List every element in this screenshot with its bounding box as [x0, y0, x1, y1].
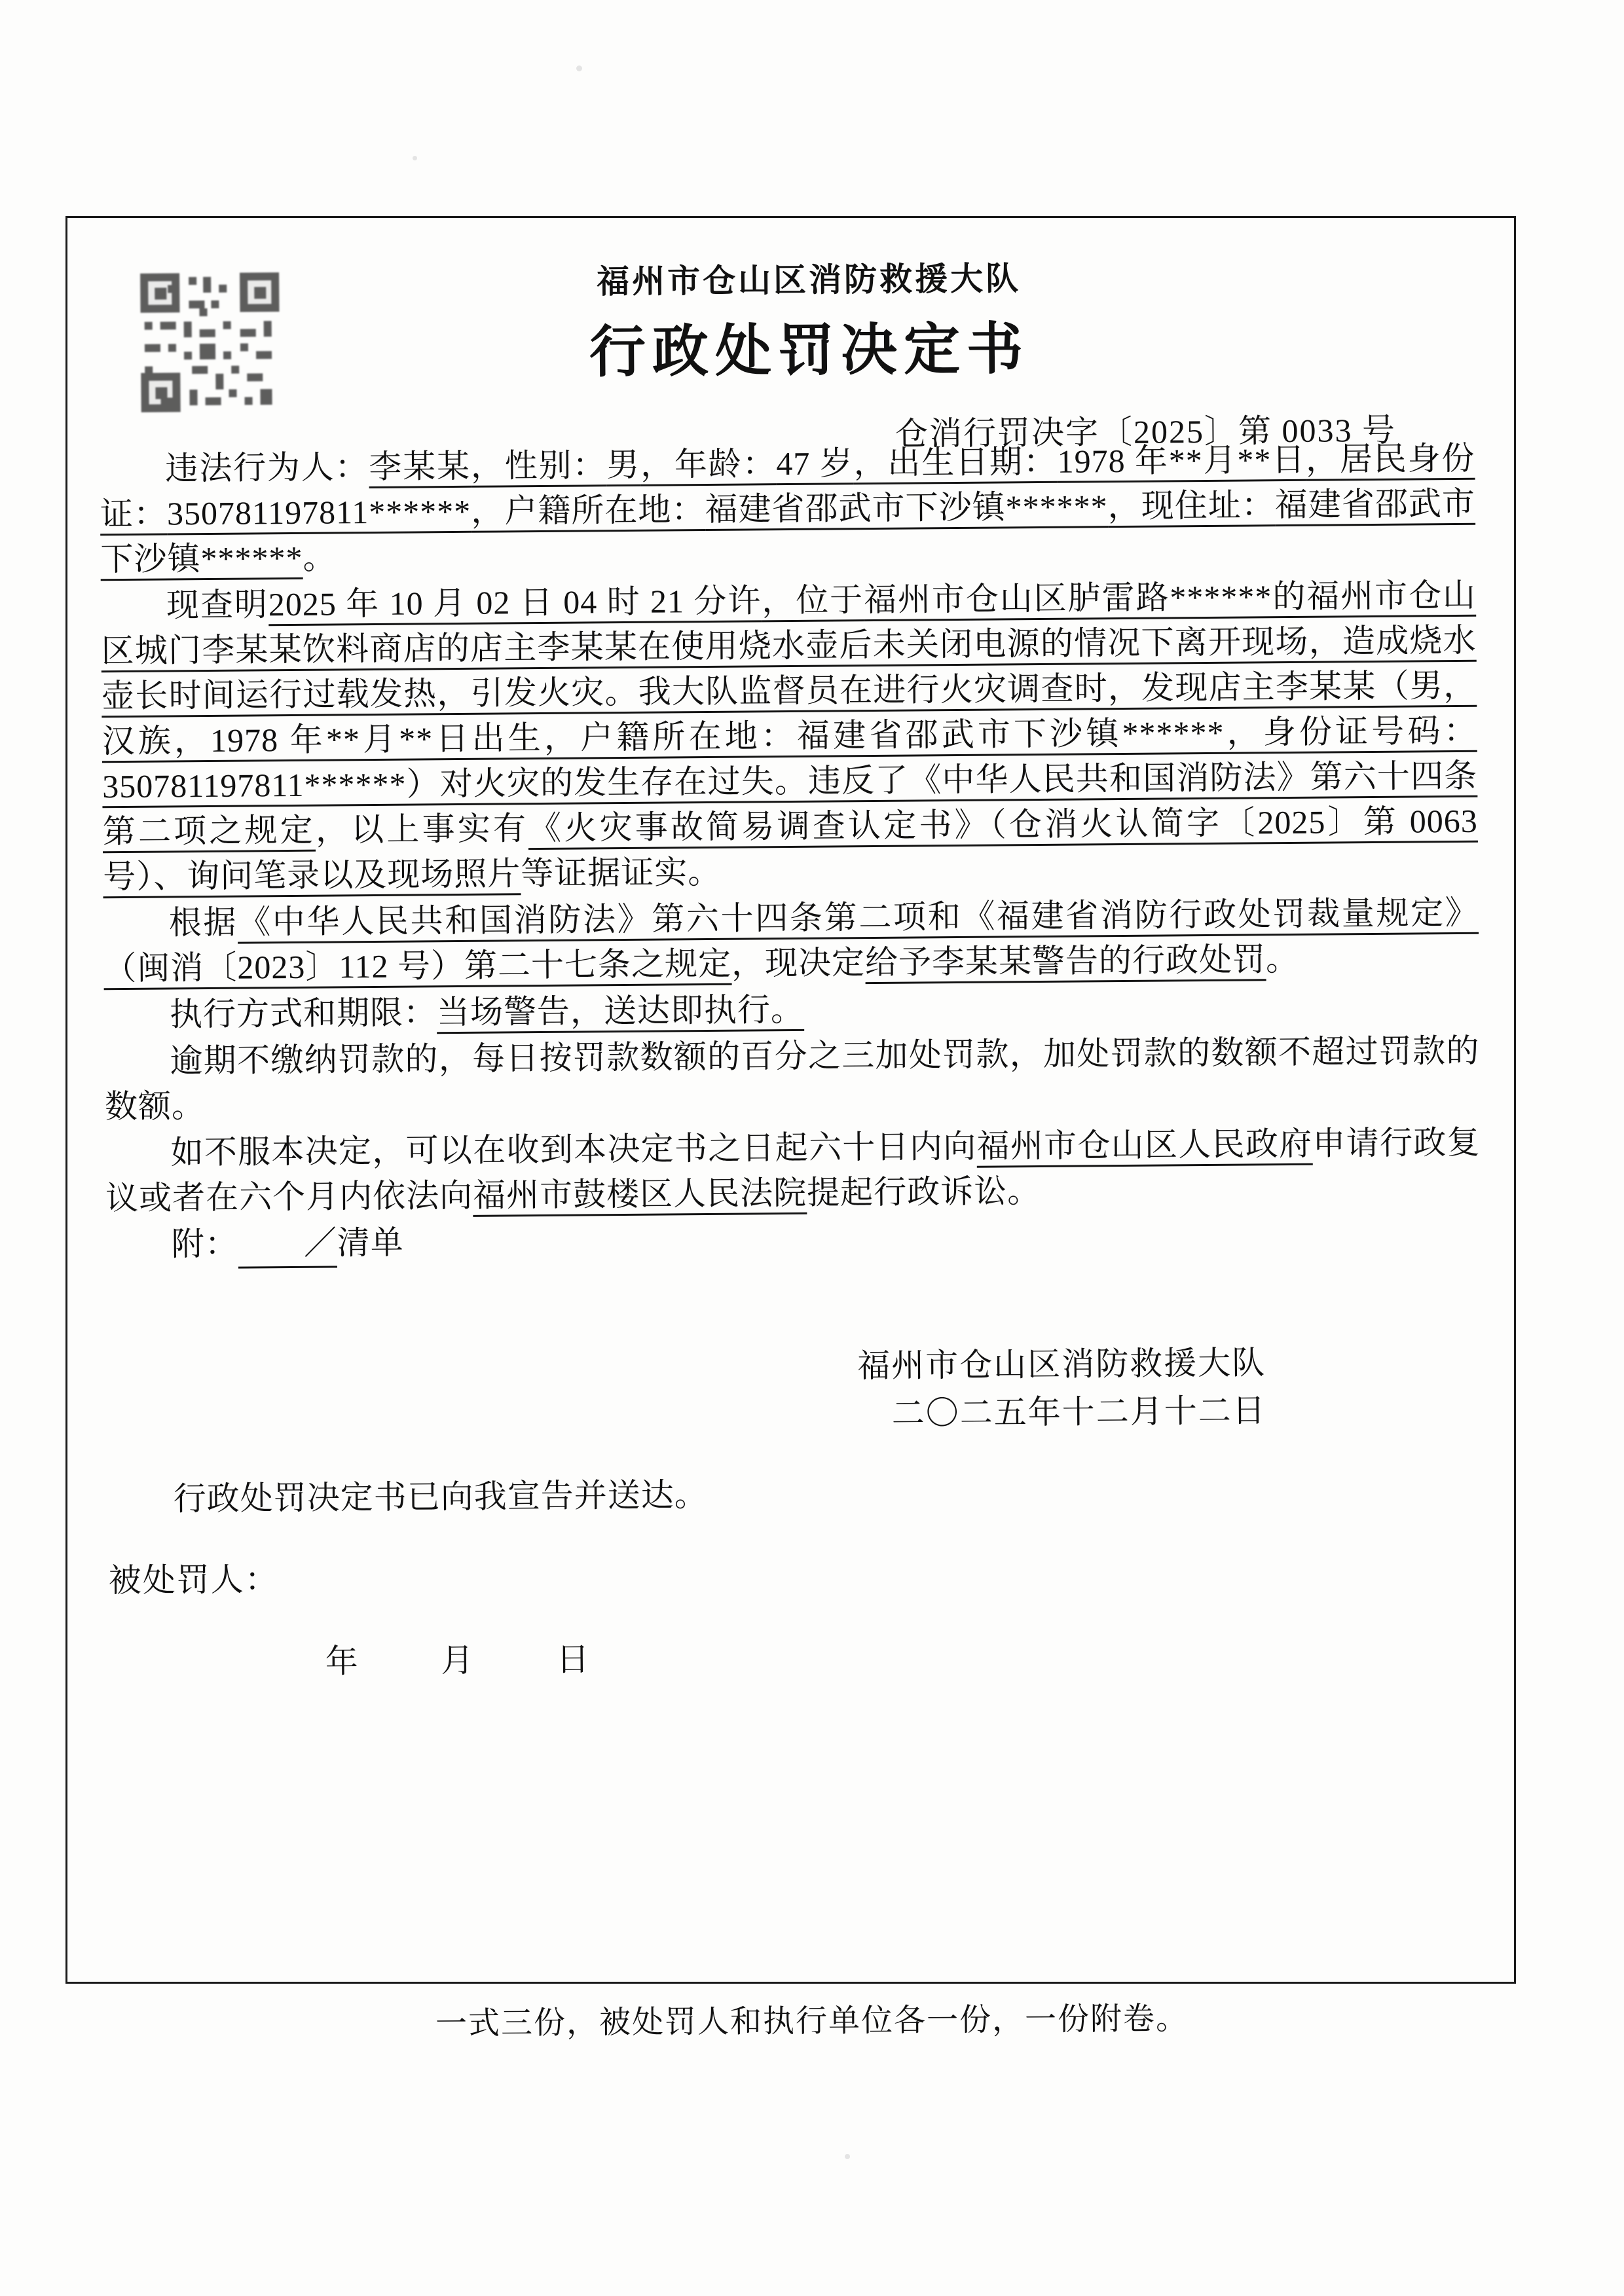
service-date-blanks[interactable]: [109, 1626, 1485, 1684]
offender-period: 。: [303, 539, 337, 576]
punished-person-signature-field[interactable]: 被处罚人：: [108, 1561, 279, 1599]
page-title: 行政处罚决定书: [589, 316, 1030, 386]
scan-speck: [413, 156, 417, 160]
offender-label: 违法行为人：: [165, 448, 369, 487]
offender-sep-gender: ，性别：: [471, 446, 607, 488]
evidence-list: 《火灾事故简易调查认定书》（仓消火认简字〔2025〕第 0063 号）、询问笔录以及现场照片: [103, 803, 1478, 898]
incident-description: 福州市仓山区胪雷路******的福州市仓山区城门李某某饮料商店的店主李某某在使用烧水壶后未关闭电源的情况下离开现场，造成烧水壶长时间运行过载发热，引发火灾。我大队监督员在进行火灾调查时，发现店主李某某（男，汉族，1978 年**月**日出生，户籍所在地：福建省邵武市下沙镇******，身份证号码：350781197811******）对火灾的发生存在过失。违反了《中华人民共和国消防法》第六十四条第二项之规定: [101, 577, 1477, 853]
findings-connector-2: ，以上事实有: [315, 810, 529, 848]
document-header: [98, 249, 1475, 452]
incident-datetime: 2025 年 10 月 02 日 04 时 21 分许: [268, 582, 762, 626]
signing-date: 二〇二五年十二月十二日: [891, 1391, 1266, 1432]
findings-closing: 等证据证实。: [521, 853, 722, 892]
review-authority: 福州市仓山区人民政府: [976, 1125, 1312, 1168]
execution-value: 当场警告，送达即执行。: [437, 991, 804, 1034]
offender-current-address: 福建省邵武市下沙镇******: [100, 485, 1475, 581]
execution-label: 执行方式和期限：: [169, 994, 437, 1033]
document-number: 仓消行罚决字〔2025〕第 0033 号: [895, 411, 1397, 452]
scan-speck: [576, 65, 582, 71]
offender-sep-age: ，年龄：: [640, 445, 777, 486]
attachment-value: ／: [238, 1220, 337, 1268]
appeal-text-1: 如不服本决定，可以在收到本决定书之日起六十日内向: [170, 1127, 977, 1171]
overdue-paragraph: 逾期不缴纳罚款的，每日按罚款数额的百分之三加处罚款，加处罚款的数额不超过罚款的数额。: [104, 1032, 1480, 1125]
service-day-label: 日: [556, 1641, 591, 1678]
attachment-paragraph: [105, 1212, 1481, 1269]
decision-paragraph: [103, 890, 1479, 991]
attachment-label: 附：: [171, 1225, 238, 1263]
court-name: 福州市鼓楼区人民法院: [473, 1175, 807, 1217]
service-year-label: 年: [325, 1643, 360, 1680]
findings-lead: 现查明: [166, 586, 269, 624]
signature-block: [107, 1338, 1483, 1443]
footer-copies-note: 一式三份，被处罚人和执行单位各一份，一份附卷。: [435, 2001, 1189, 2042]
attachment-suffix: 清单: [337, 1224, 404, 1262]
decision-lead: 根据: [168, 903, 238, 941]
offender-gender: 男: [606, 446, 640, 486]
decision-connector: ，现决定: [731, 944, 866, 982]
offender-sep-household: ，户籍所在地：: [471, 491, 705, 533]
appeal-paragraph: [105, 1120, 1481, 1221]
document-body: [58, 210, 1522, 1989]
document-content: [100, 436, 1481, 1269]
offender-household-address: 福建省邵武市下沙镇******: [705, 488, 1108, 531]
qr-code-icon: [138, 270, 283, 415]
penalty-text: 给予李某某警告的行政处罚: [865, 941, 1266, 984]
offender-sep-current: ，现住址：: [1107, 486, 1275, 528]
offender-name: 李某某: [369, 448, 471, 488]
service-month-label: 月: [440, 1641, 475, 1679]
offender-age: 47 岁: [776, 445, 854, 485]
offender-sep-birth: ，出生日期：: [853, 443, 1057, 484]
offender-birth-date: 1978 年**月**日: [1057, 441, 1306, 483]
offender-sep-id: ，居民身份证：: [100, 440, 1475, 536]
appeal-text-2: 申请行政复议或者在六个月内依法向: [105, 1123, 1481, 1217]
offender-id-number: 350781197811******: [167, 493, 471, 536]
findings-paragraph: [101, 573, 1479, 900]
findings-connector-1: ，位于: [762, 581, 864, 622]
legal-basis: 《中华人民共和国消防法》第六十四条第二项和《福建省消防行政处罚裁量规定》（闽消〔2023〕112 号）第二十七条之规定: [103, 894, 1479, 990]
decision-period: 。: [1265, 940, 1300, 978]
appeal-text-3: 提起行政诉讼。: [806, 1173, 1041, 1211]
signing-agency: 福州市仓山区消防救援大队: [857, 1344, 1266, 1385]
scan-speck: [845, 2154, 850, 2159]
issuing-organization-name: 福州市仓山区消防救援大队: [596, 260, 1022, 301]
service-declaration: 行政处罚决定书已向我宣告并送达。: [173, 1476, 708, 1518]
